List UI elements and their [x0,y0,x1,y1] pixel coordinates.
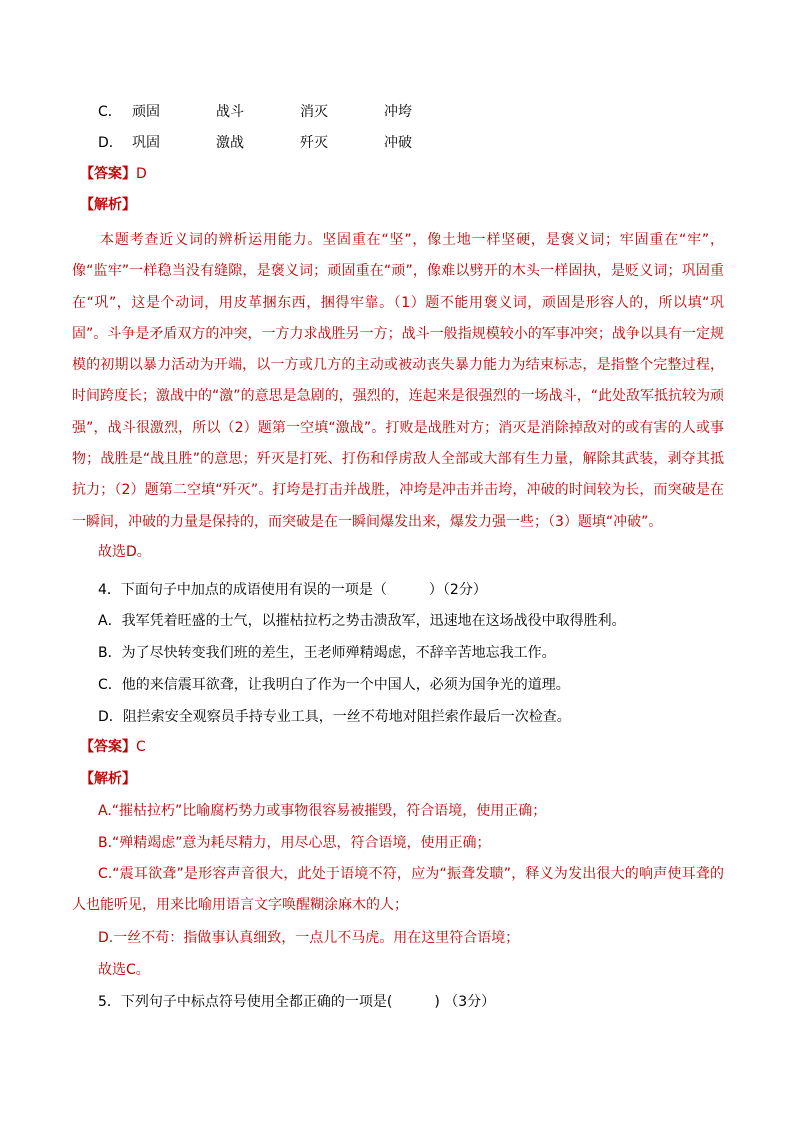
q4-option-d: D．阻拦索安全观察员手持专业工具，一丝不苟地对阻拦索作最后一次检查。 [98,709,571,725]
option-word: 巩固 [132,135,160,151]
q4-analysis-c: C.“震耳欲聋”是形容声音很大，此处于语境不符，应为“振聋发聩”，释义为发出很大的响声使耳聋的人也能听见，用来比喻用语言文字唤醒糊涂麻木的人； [72,866,724,913]
answer-label: 【答案】 [80,166,136,182]
q3-conclusion: 故选D。 [98,544,151,560]
q4-stem: 4．下面句子中加点的成语使用有误的一项是（ ）（2分） [98,582,487,598]
q4-answer [80,738,146,756]
answer-label: 【答案】 [80,739,136,755]
q3-answer [80,165,147,183]
q4-analysis-d: D.一丝不苟：指做事认真细致，一点儿不马虎。用在这里符合语境； [98,930,520,946]
option-word: 消灭 [300,104,328,120]
q4-option-c: C．他的来信震耳欲聋，让我明白了作为一个中国人，必须为国争光的道理。 [98,677,570,693]
q3-analysis-label: 【解析】 [80,197,136,213]
answer-value: C [136,739,146,755]
option-word: 歼灭 [300,135,328,151]
option-row-d [98,134,412,152]
q4-analysis-a: A.“摧枯拉朽”比喻腐朽势力或事物很容易被摧毁，符合语境，使用正确； [98,803,547,819]
q4-analysis-label: 【解析】 [80,771,136,787]
option-row-c [98,103,412,121]
q3-analysis-text: 本题考查近义词的辨析运用能力。坚固重在“坚”，像土地一样坚硬，是褒义词；牢固重在“牢”，像“监牢”一样稳当没有缝隙，是褒义词；顽固重在“顽”，像难以劈开的木头一样固执，是贬义词；巩固重在“巩”，这是个动词，用皮革捆东西，捆得牢靠。（1）题不能用褒义词，顽固是形容人的，所以填“巩固”。斗争是矛盾双方的冲突，一方力求战胜另一方；战斗一般指规模较小的军事冲突；战争以具有一定规模的初期以暴力活动为开端，以一方或几方的主动或被动丧失暴力能力为结束标志，是指整个完整过程，时间跨度长；激战中的“激”的意思是急剧的，强烈的，连起来是很强烈的一场战斗，“此处敌军抵抗较为顽强”，战斗很激烈，所以（2）题第一空填“激战”。打败是战胜对方；消灭是消除掉敌对的或有害的人或事物；战胜是“战且胜”的意思；歼灭是打死、打伤和俘虏敌人全部或大部有生力量，解除其武装，剥夺其抵抗力；（2）题第二空填“歼灭”。打垮是打击并战胜，冲垮是冲击并击垮，冲破的时间较为长，而突破是在一瞬间，冲破的力量是保持的，而突破是在一瞬间爆发出来，爆发力强一些；（3）题填“冲破”。 [72,232,724,530]
answer-value: D [136,166,147,182]
option-word: 战斗 [216,104,244,120]
option-word: 冲垮 [384,104,412,120]
q4-conclusion: 故选C。 [98,962,150,978]
option-letter: C． [98,104,122,120]
q4-option-a: A．我军凭着旺盛的士气，以摧枯拉朽之势击溃敌军，迅速地在这场战役中取得胜利。 [98,613,626,629]
q5-stem: 5．下列句子中标点符号使用全都正确的一项是( ) （3分） [98,994,496,1010]
option-word: 顽固 [132,104,160,120]
option-letter: D． [98,135,123,151]
q4-option-b: B．为了尽快转变我们班的差生，王老师殚精竭虑，不辞辛苦地忘我工作。 [98,645,556,661]
option-word: 冲破 [384,135,412,151]
option-word: 激战 [216,135,244,151]
q4-analysis-b: B.“殚精竭虑”意为耗尽精力，用尽心思，符合语境，使用正确； [98,835,491,851]
